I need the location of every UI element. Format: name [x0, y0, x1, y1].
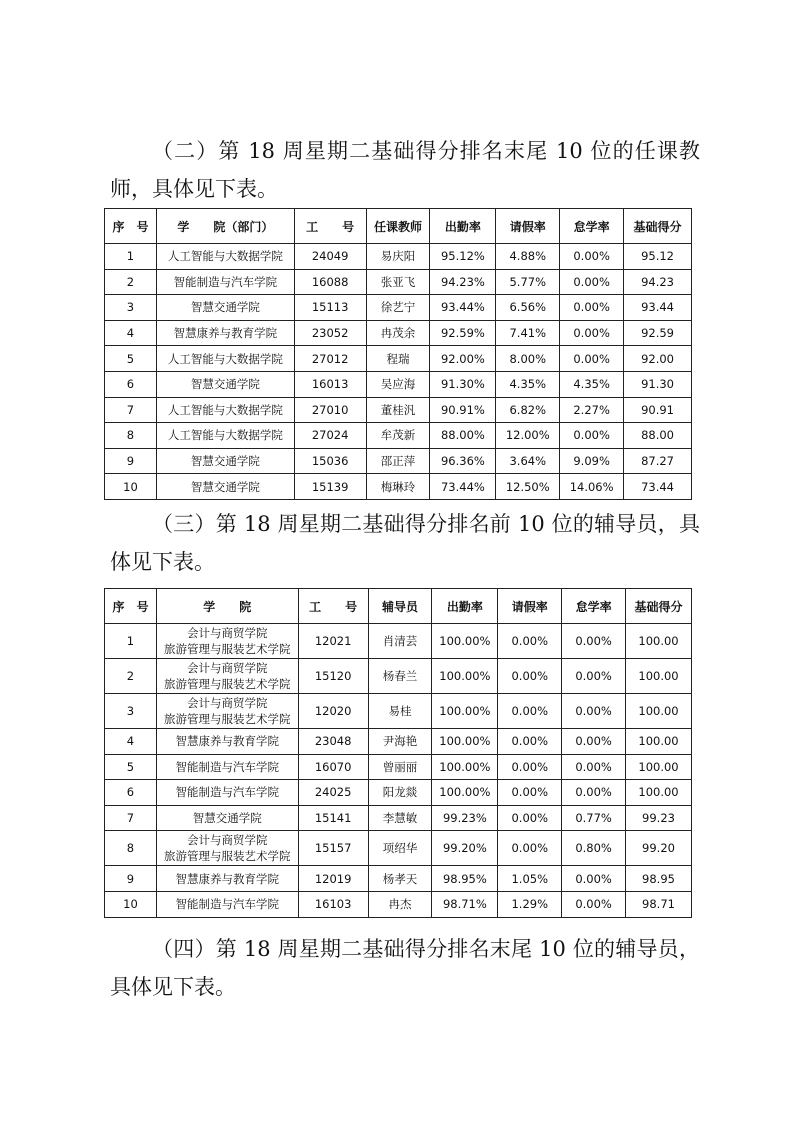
cell-index: 8 — [105, 423, 157, 449]
cell-college: 人工智能与大数据学院 — [156, 346, 294, 372]
cell-attendance: 91.30% — [430, 371, 496, 397]
cell-truancy: 0.00% — [560, 423, 624, 449]
col-header-index: 序 号 — [105, 589, 157, 624]
cell-name: 项绍华 — [368, 831, 432, 866]
cell-attendance: 98.71% — [432, 891, 498, 917]
cell-staff-id: 15036 — [294, 448, 366, 474]
cell-score: 88.00 — [624, 423, 692, 449]
cell-staff-id: 16103 — [298, 891, 368, 917]
cell-staff-id: 15120 — [298, 659, 368, 694]
cell-staff-id: 23052 — [294, 320, 366, 346]
table-row — [105, 269, 692, 295]
cell-leave: 1.29% — [498, 891, 562, 917]
cell-attendance: 100.00% — [432, 754, 498, 780]
cell-staff-id: 16013 — [294, 371, 366, 397]
cell-truancy: 0.00% — [562, 780, 626, 806]
cell-name: 徐艺宁 — [366, 295, 430, 321]
cell-truancy: 9.09% — [560, 448, 624, 474]
table-row — [105, 448, 692, 474]
cell-attendance: 100.00% — [432, 780, 498, 806]
cell-college: 智慧交通学院 — [156, 805, 298, 831]
section-4-heading: （四）第 18 周星期二基础得分排名末尾 10 位的辅导员，具体见下表。 — [110, 937, 700, 999]
cell-college: 智能制造与汽车学院 — [156, 891, 298, 917]
cell-college: 智能制造与汽车学院 — [156, 754, 298, 780]
cell-score: 100.00 — [626, 780, 692, 806]
cell-name: 易庆阳 — [366, 244, 430, 270]
cell-leave: 8.00% — [496, 346, 560, 372]
cell-truancy: 0.00% — [560, 244, 624, 270]
cell-staff-id: 12020 — [298, 694, 368, 729]
cell-score: 99.23 — [626, 805, 692, 831]
cell-staff-id: 16070 — [298, 754, 368, 780]
cell-truancy: 0.00% — [562, 624, 626, 659]
col-header-score: 基础得分 — [626, 589, 692, 624]
cell-college: 智能制造与汽车学院 — [156, 780, 298, 806]
cell-index: 8 — [105, 831, 157, 866]
cell-college: 智慧康养与教育学院 — [156, 320, 294, 346]
col-header-truancy: 怠学率 — [560, 209, 624, 244]
cell-name: 肖清芸 — [368, 624, 432, 659]
cell-name: 冉茂余 — [366, 320, 430, 346]
cell-truancy: 0.00% — [562, 866, 626, 892]
cell-index: 4 — [105, 320, 157, 346]
cell-truancy: 0.00% — [562, 659, 626, 694]
col-header-college: 学 院（部门） — [156, 209, 294, 244]
cell-score: 93.44 — [624, 295, 692, 321]
table-row — [105, 729, 692, 755]
cell-score: 100.00 — [626, 754, 692, 780]
cell-staff-id: 15139 — [294, 474, 366, 500]
col-header-counselor: 辅导员 — [368, 589, 432, 624]
cell-leave: 0.00% — [498, 659, 562, 694]
cell-attendance: 100.00% — [432, 694, 498, 729]
cell-staff-id: 27024 — [294, 423, 366, 449]
cell-staff-id: 15157 — [298, 831, 368, 866]
cell-college: 智慧康养与教育学院 — [156, 729, 298, 755]
cell-name: 杨春兰 — [368, 659, 432, 694]
cell-attendance: 95.12% — [430, 244, 496, 270]
cell-attendance: 100.00% — [432, 624, 498, 659]
cell-attendance: 94.23% — [430, 269, 496, 295]
cell-leave: 0.00% — [498, 780, 562, 806]
col-header-leave: 请假率 — [496, 209, 560, 244]
cell-staff-id: 27010 — [294, 397, 366, 423]
table-row — [105, 371, 692, 397]
cell-name: 梅琳玲 — [366, 474, 430, 500]
cell-attendance: 73.44% — [430, 474, 496, 500]
cell-leave: 0.00% — [498, 831, 562, 866]
cell-staff-id: 15113 — [294, 295, 366, 321]
cell-attendance: 92.00% — [430, 346, 496, 372]
cell-name: 易桂 — [368, 694, 432, 729]
cell-leave: 4.35% — [496, 371, 560, 397]
col-header-leave: 请假率 — [498, 589, 562, 624]
table-row — [105, 320, 692, 346]
cell-truancy: 0.00% — [562, 694, 626, 729]
cell-score: 100.00 — [626, 694, 692, 729]
cell-leave: 4.88% — [496, 244, 560, 270]
section-2-heading: （二）第 18 周星期二基础得分排名末尾 10 位的任课教师，具体见下表。 — [110, 139, 700, 201]
cell-leave: 0.00% — [498, 754, 562, 780]
table-row — [105, 346, 692, 372]
cell-college: 智慧康养与教育学院 — [156, 866, 298, 892]
cell-attendance: 88.00% — [430, 423, 496, 449]
cell-index: 7 — [105, 397, 157, 423]
cell-score: 100.00 — [626, 729, 692, 755]
cell-name: 李慧敏 — [368, 805, 432, 831]
cell-college: 智能制造与汽车学院 — [156, 269, 294, 295]
cell-score: 95.12 — [624, 244, 692, 270]
cell-name: 尹海艳 — [368, 729, 432, 755]
cell-truancy: 0.00% — [560, 269, 624, 295]
cell-leave: 0.00% — [498, 624, 562, 659]
counselor-table-body — [105, 624, 692, 918]
cell-staff-id: 12021 — [298, 624, 368, 659]
teacher-table-body — [105, 244, 692, 500]
cell-college: 会计与商贸学院 旅游管理与服装艺术学院 — [156, 831, 298, 866]
col-header-college: 学 院 — [156, 589, 298, 624]
col-header-truancy: 怠学率 — [562, 589, 626, 624]
cell-index: 2 — [105, 269, 157, 295]
cell-leave: 0.00% — [498, 729, 562, 755]
cell-college: 会计与商贸学院 旅游管理与服装艺术学院 — [156, 694, 298, 729]
cell-college: 智慧交通学院 — [156, 448, 294, 474]
cell-attendance: 100.00% — [432, 659, 498, 694]
cell-name: 张亚飞 — [366, 269, 430, 295]
cell-index: 1 — [105, 244, 157, 270]
section-3-heading: （三）第 18 周星期二基础得分排名前 10 位的辅导员，具体见下表。 — [110, 512, 700, 574]
cell-name: 冉杰 — [368, 891, 432, 917]
cell-college: 智慧交通学院 — [156, 474, 294, 500]
cell-leave: 5.77% — [496, 269, 560, 295]
cell-attendance: 100.00% — [432, 729, 498, 755]
cell-truancy: 4.35% — [560, 371, 624, 397]
cell-index: 2 — [105, 659, 157, 694]
col-header-index: 序 号 — [105, 209, 157, 244]
table-row — [105, 659, 692, 694]
cell-index: 5 — [105, 754, 157, 780]
counselor-top10-table — [104, 588, 692, 918]
table-row — [105, 831, 692, 866]
cell-attendance: 93.44% — [430, 295, 496, 321]
cell-score: 90.91 — [624, 397, 692, 423]
cell-college: 人工智能与大数据学院 — [156, 397, 294, 423]
cell-name: 吴应海 — [366, 371, 430, 397]
cell-index: 6 — [105, 780, 157, 806]
cell-name: 阳龙燚 — [368, 780, 432, 806]
cell-score: 99.20 — [626, 831, 692, 866]
cell-truancy: 0.00% — [560, 320, 624, 346]
cell-index: 10 — [105, 891, 157, 917]
cell-score: 100.00 — [626, 624, 692, 659]
table-row — [105, 397, 692, 423]
cell-name: 牟茂新 — [366, 423, 430, 449]
table-header-row — [105, 209, 692, 244]
cell-index: 5 — [105, 346, 157, 372]
table-row — [105, 891, 692, 917]
cell-index: 6 — [105, 371, 157, 397]
cell-staff-id: 27012 — [294, 346, 366, 372]
cell-truancy: 0.00% — [562, 891, 626, 917]
cell-index: 10 — [105, 474, 157, 500]
cell-staff-id: 24025 — [298, 780, 368, 806]
cell-leave: 12.00% — [496, 423, 560, 449]
col-header-attendance: 出勤率 — [430, 209, 496, 244]
cell-staff-id: 23048 — [298, 729, 368, 755]
cell-staff-id: 16088 — [294, 269, 366, 295]
cell-college: 人工智能与大数据学院 — [156, 423, 294, 449]
cell-name: 程瑞 — [366, 346, 430, 372]
cell-college: 人工智能与大数据学院 — [156, 244, 294, 270]
cell-truancy: 2.27% — [560, 397, 624, 423]
cell-college: 智慧交通学院 — [156, 295, 294, 321]
table-row — [105, 474, 692, 500]
cell-score: 94.23 — [624, 269, 692, 295]
cell-staff-id: 15141 — [298, 805, 368, 831]
table-row — [105, 423, 692, 449]
cell-attendance: 99.23% — [432, 805, 498, 831]
cell-score: 98.95 — [626, 866, 692, 892]
col-header-staff-id: 工 号 — [294, 209, 366, 244]
cell-truancy: 0.00% — [562, 754, 626, 780]
cell-leave: 3.64% — [496, 448, 560, 474]
table-row — [105, 244, 692, 270]
cell-score: 91.30 — [624, 371, 692, 397]
cell-truancy: 0.00% — [562, 729, 626, 755]
cell-leave: 0.00% — [498, 694, 562, 729]
teacher-bottom10-table — [104, 208, 692, 500]
table-header-row — [105, 589, 692, 624]
table-row — [105, 780, 692, 806]
cell-index: 1 — [105, 624, 157, 659]
cell-score: 73.44 — [624, 474, 692, 500]
cell-score: 98.71 — [626, 891, 692, 917]
cell-leave: 1.05% — [498, 866, 562, 892]
cell-leave: 6.82% — [496, 397, 560, 423]
cell-truancy: 0.80% — [562, 831, 626, 866]
cell-leave: 6.56% — [496, 295, 560, 321]
cell-truancy: 14.06% — [560, 474, 624, 500]
table-row — [105, 624, 692, 659]
cell-index: 9 — [105, 448, 157, 474]
cell-index: 7 — [105, 805, 157, 831]
table-row — [105, 694, 692, 729]
cell-truancy: 0.77% — [562, 805, 626, 831]
cell-college: 会计与商贸学院 旅游管理与服装艺术学院 — [156, 624, 298, 659]
cell-attendance: 92.59% — [430, 320, 496, 346]
cell-index: 3 — [105, 694, 157, 729]
col-header-attendance: 出勤率 — [432, 589, 498, 624]
cell-name: 杨孝天 — [368, 866, 432, 892]
table-row — [105, 295, 692, 321]
cell-attendance: 96.36% — [430, 448, 496, 474]
cell-name: 邵正萍 — [366, 448, 430, 474]
cell-staff-id: 12019 — [298, 866, 368, 892]
cell-score: 92.59 — [624, 320, 692, 346]
cell-index: 3 — [105, 295, 157, 321]
cell-index: 4 — [105, 729, 157, 755]
table-row — [105, 754, 692, 780]
cell-leave: 12.50% — [496, 474, 560, 500]
cell-attendance: 98.95% — [432, 866, 498, 892]
col-header-score: 基础得分 — [624, 209, 692, 244]
cell-truancy: 0.00% — [560, 295, 624, 321]
cell-score: 92.00 — [624, 346, 692, 372]
cell-staff-id: 24049 — [294, 244, 366, 270]
cell-name: 董桂汎 — [366, 397, 430, 423]
col-header-staff-id: 工 号 — [298, 589, 368, 624]
cell-leave: 7.41% — [496, 320, 560, 346]
cell-truancy: 0.00% — [560, 346, 624, 372]
cell-college: 会计与商贸学院 旅游管理与服装艺术学院 — [156, 659, 298, 694]
cell-name: 曾丽丽 — [368, 754, 432, 780]
cell-college: 智慧交通学院 — [156, 371, 294, 397]
cell-score: 100.00 — [626, 659, 692, 694]
cell-index: 9 — [105, 866, 157, 892]
table-row — [105, 866, 692, 892]
cell-leave: 0.00% — [498, 805, 562, 831]
table-row — [105, 805, 692, 831]
cell-attendance: 90.91% — [430, 397, 496, 423]
cell-attendance: 99.20% — [432, 831, 498, 866]
col-header-teacher: 任课教师 — [366, 209, 430, 244]
cell-score: 87.27 — [624, 448, 692, 474]
